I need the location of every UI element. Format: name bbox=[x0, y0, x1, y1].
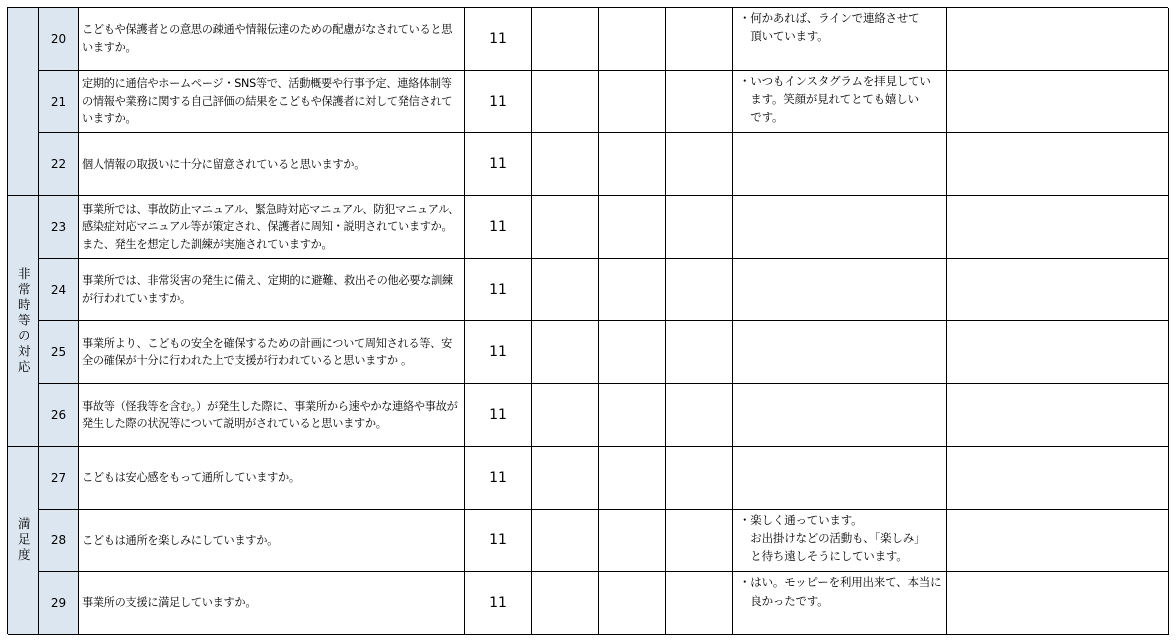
parent-comment: ・何かあれば、ラインで連絡させて 頂いています。 bbox=[733, 8, 947, 71]
empty-answer-cell bbox=[532, 510, 599, 573]
empty-answer-cell bbox=[532, 259, 599, 322]
parent-comment bbox=[733, 384, 947, 447]
item-number: 25 bbox=[39, 321, 79, 384]
empty-answer-cell bbox=[666, 384, 733, 447]
empty-answer-cell bbox=[666, 572, 733, 635]
question-label: 個人情報の取扱いに十分に留意されていると思いますか。 bbox=[82, 157, 366, 171]
facility-response-cell bbox=[947, 71, 1169, 134]
question-label: 事業所より、こどもの安全を確保するための計画について周知される等、安全の確保が十分に行われた上で支援が行われていると思いますか 。 bbox=[82, 336, 452, 368]
question-label: こどもや保護者との意思の疎通や情報伝達のための配慮がなされていると思いますか。 bbox=[82, 23, 453, 54]
empty-answer-cell bbox=[599, 71, 666, 134]
empty-answer-cell bbox=[532, 572, 599, 635]
empty-answer-cell bbox=[532, 384, 599, 447]
survey-table bbox=[7, 7, 1168, 634]
empty-answer-cell bbox=[532, 8, 599, 71]
item-number: 23 bbox=[39, 196, 79, 259]
empty-answer-cell bbox=[666, 71, 733, 134]
answer-count: 11 bbox=[465, 447, 532, 510]
category-label: 満足度 bbox=[16, 517, 32, 564]
item-number: 20 bbox=[39, 8, 79, 71]
question-text bbox=[79, 384, 465, 447]
answer-count: 11 bbox=[465, 196, 532, 259]
item-number: 28 bbox=[39, 510, 79, 573]
category-cell bbox=[8, 447, 39, 635]
parent-comment bbox=[733, 196, 947, 259]
answer-count: 11 bbox=[465, 8, 532, 71]
answer-count: 11 bbox=[465, 321, 532, 384]
facility-response-cell bbox=[947, 384, 1169, 447]
empty-answer-cell bbox=[666, 133, 733, 196]
empty-answer-cell bbox=[599, 321, 666, 384]
answer-count: 11 bbox=[465, 133, 532, 196]
empty-answer-cell bbox=[599, 447, 666, 510]
question-text bbox=[79, 71, 465, 134]
empty-answer-cell bbox=[599, 133, 666, 196]
answer-count: 11 bbox=[465, 510, 532, 573]
empty-answer-cell bbox=[599, 8, 666, 71]
facility-response-cell bbox=[947, 447, 1169, 510]
question-label: 定期的に通信やホームページ・SNS等で、活動概要や行事予定、連絡体制等の情報や業務に関する自己評価の結果をこどもや保護者に対して発信されていますか。 bbox=[82, 77, 453, 126]
empty-answer-cell bbox=[666, 447, 733, 510]
parent-comment: ・いつもインスタグラムを拝見してい ます。笑顔が見れてとても嬉しい です。 bbox=[733, 71, 947, 134]
question-label: こどもは通所を楽しみにしていますか。 bbox=[82, 533, 278, 547]
empty-answer-cell bbox=[666, 321, 733, 384]
answer-count: 11 bbox=[465, 384, 532, 447]
empty-answer-cell bbox=[532, 133, 599, 196]
empty-answer-cell bbox=[666, 510, 733, 573]
parent-comment bbox=[733, 133, 947, 196]
empty-answer-cell bbox=[532, 71, 599, 134]
item-number: 26 bbox=[39, 384, 79, 447]
empty-answer-cell bbox=[532, 447, 599, 510]
empty-answer-cell bbox=[599, 510, 666, 573]
parent-comment: ・はい。モッピーを利用出来て、本当に 良かったです。 bbox=[733, 572, 947, 635]
question-text bbox=[79, 8, 465, 71]
question-text bbox=[79, 321, 465, 384]
question-text bbox=[79, 196, 465, 259]
parent-comment bbox=[733, 447, 947, 510]
question-text bbox=[79, 510, 465, 573]
facility-response-cell bbox=[947, 8, 1169, 71]
category-cell bbox=[8, 196, 39, 447]
question-text bbox=[79, 133, 465, 196]
parent-comment bbox=[733, 321, 947, 384]
question-label: 事業所では、非常災害の発生に備え、定期的に避難、救出その他必要な訓練が行われていますか。 bbox=[82, 274, 453, 305]
parent-comment: ・楽しく通っています。 お出掛けなどの活動も、「楽しみ」 と待ち遠しそうにしています。 bbox=[733, 510, 947, 573]
facility-response-cell bbox=[947, 259, 1169, 322]
category-cell bbox=[8, 8, 39, 196]
answer-count: 11 bbox=[465, 572, 532, 635]
question-text bbox=[79, 572, 465, 635]
facility-response-cell bbox=[947, 196, 1169, 259]
empty-answer-cell bbox=[666, 8, 733, 71]
item-number: 27 bbox=[39, 447, 79, 510]
answer-count: 11 bbox=[465, 71, 532, 134]
empty-answer-cell bbox=[599, 384, 666, 447]
category-label: 非常時等の対応 bbox=[16, 266, 32, 376]
facility-response-cell bbox=[947, 510, 1169, 573]
question-text bbox=[79, 259, 465, 322]
parent-comment bbox=[733, 259, 947, 322]
facility-response-cell bbox=[947, 133, 1169, 196]
empty-answer-cell bbox=[599, 196, 666, 259]
item-number: 22 bbox=[39, 133, 79, 196]
item-number: 24 bbox=[39, 259, 79, 322]
question-label: こどもは安心感をもって通所していますか。 bbox=[82, 470, 300, 484]
facility-response-cell bbox=[947, 321, 1169, 384]
question-text bbox=[79, 447, 465, 510]
facility-response-cell bbox=[947, 572, 1169, 635]
answer-count: 11 bbox=[465, 259, 532, 322]
question-label: 事業所では、事故防止マニュアル、緊急時対応マニュアル、防犯マニュアル、感染症対応マニュアル等が策定され、保護者に周知・説明されていますか。また、発生を想定した訓練が実施されていますか。 bbox=[82, 202, 460, 251]
empty-answer-cell bbox=[599, 259, 666, 322]
empty-answer-cell bbox=[666, 259, 733, 322]
empty-answer-cell bbox=[599, 572, 666, 635]
item-number: 29 bbox=[39, 572, 79, 635]
question-label: 事故等（怪我等を含む。）が発生した際に、事業所から速やかな連絡や事故が発生した際の状況等について説明がされていると思いますか。 bbox=[82, 399, 458, 430]
question-label: 事業所の支援に満足していますか。 bbox=[82, 596, 257, 610]
empty-answer-cell bbox=[532, 321, 599, 384]
item-number: 21 bbox=[39, 71, 79, 134]
empty-answer-cell bbox=[532, 196, 599, 259]
empty-answer-cell bbox=[666, 196, 733, 259]
